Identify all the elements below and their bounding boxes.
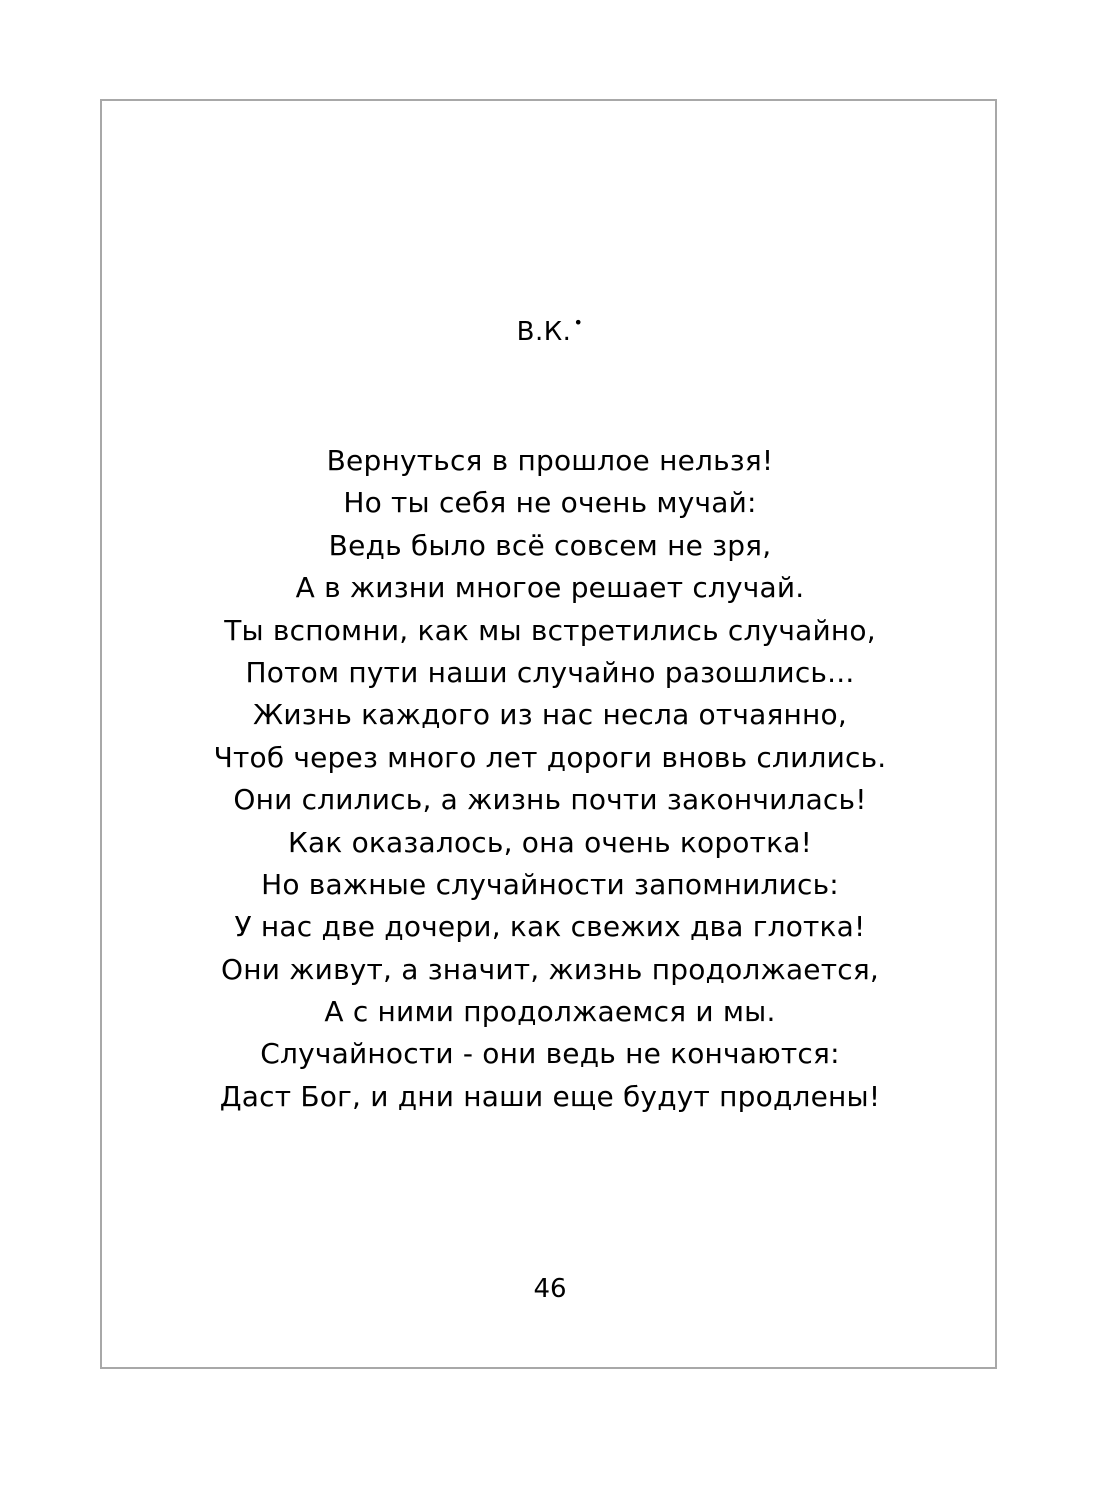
poem-line: А с ними продолжаемся и мы. <box>324 995 776 1029</box>
poem-title-text: В.К. <box>516 317 572 347</box>
poem-title <box>0 314 1100 353</box>
poem-line: Жизнь каждого из нас несла отчаянно, <box>253 698 847 732</box>
poem-line: Случайности - они ведь не кончаются: <box>260 1037 840 1071</box>
poem-line: Потом пути наши случайно разошлись... <box>245 655 855 689</box>
poem-line: Чтоб через много лет дороги вновь слились. <box>213 740 887 774</box>
page-number: 46 <box>533 1274 567 1304</box>
poem-line: Они слились, а жизнь почти закончилась! <box>233 783 867 817</box>
poem-line: Ведь было всё совсем не зря, <box>328 528 772 562</box>
poem-line: Ты вспомни, как мы встретились случайно, <box>224 613 876 647</box>
poem-line: Даст Бог, и дни наши еще будут продлены! <box>219 1079 881 1113</box>
poem-body <box>0 440 1100 1118</box>
footnote-marker: • <box>573 313 584 332</box>
poem-line: Они живут, а значит, жизнь продолжается, <box>221 952 879 986</box>
poem-line: Но ты себя не очень мучай: <box>343 486 757 520</box>
poem-line: Но важные случайности запомнились: <box>261 867 839 901</box>
poem-line: А в жизни многое решает случай. <box>295 571 805 605</box>
poem-line: У нас две дочери, как свежих два глотка! <box>234 910 866 944</box>
poem-line: Вернуться в прошлое нельзя! <box>326 444 774 477</box>
poem-line: Как оказалось, она очень коротка! <box>287 825 813 859</box>
